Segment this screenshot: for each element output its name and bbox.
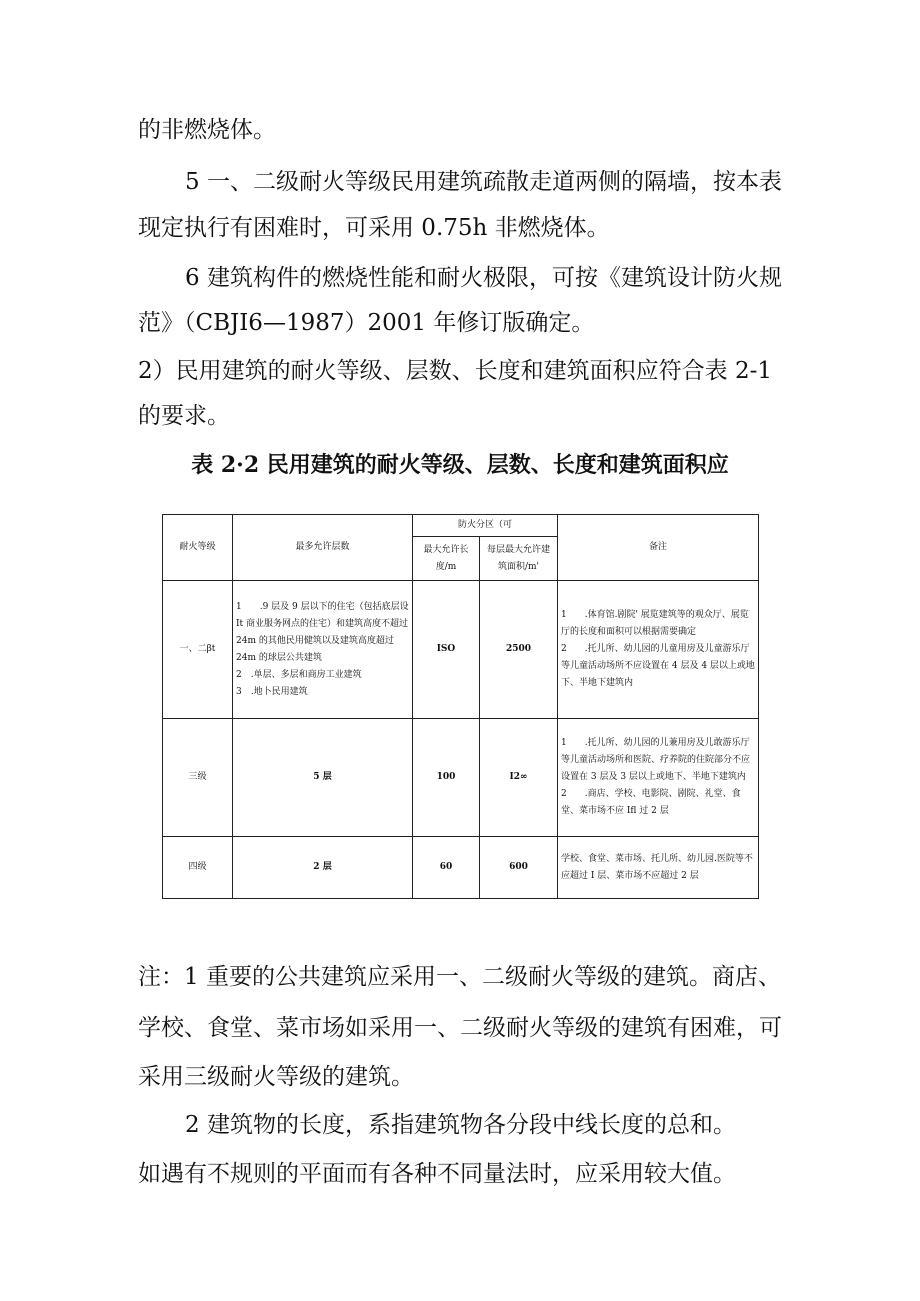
cell-floors: 2 层 [233, 837, 413, 899]
header-max-area: 每层最大允许建筑面积/m' [480, 537, 558, 581]
list-item: 2 .单层、多层和商房工业建筑 [236, 669, 362, 680]
header-max-length: 最大允许长度/m [413, 537, 480, 581]
header-zone: 防火分区（可 [413, 515, 558, 537]
table-row [163, 837, 759, 899]
table-row [163, 719, 759, 837]
list-item: 3 .地卜民用建筑 [236, 686, 308, 697]
paragraph-line: 现定执行有困难时，可采用 0.75h 非燃烧体。 [138, 215, 610, 241]
cell-remarks [558, 581, 759, 719]
cell-area: I2∞ [480, 719, 558, 837]
paragraph-line: 6 建筑构件的燃烧性能和耐火极限，可按《建筑设计防火规 [185, 265, 782, 291]
cell-length: 100 [413, 719, 480, 837]
list-item: 1 .托儿所、幼儿园的儿兼用房及儿敢游乐厅等儿童活动场所和医院、疗养院的住院部分不应设置在 3 层及 3 层以上或地下、半地下建筑内 [561, 738, 751, 782]
note-line: 学校、食堂、菜市场如采用一、二级耐火等级的建筑有困难，可 [138, 1015, 782, 1041]
list-item: 1 .体育馆.剧院' 展览建筑等的观众厅、展览厅的长度和面积可以根据需要确定 [561, 610, 749, 637]
cell-grade: 四级 [163, 837, 233, 899]
note-line: 如遇有不规则的平面而有各种不同量法时，应采用较大值。 [138, 1161, 736, 1187]
list-item: 1 .9 层及 9 层以下的住宅（包括底层设 It 商业服务网点的住宅）和建筑高度不超过 24m 的其他民用健筑以及建筑高度超过 24m 的球层公共建筑 [236, 601, 409, 663]
cell-length: ISO [413, 581, 480, 719]
paragraph-line: 2）民用建筑的耐火等级、层数、长度和建筑面积应符合表 2-1 [138, 358, 772, 384]
note-line: 2 建筑物的长度，系指建筑物各分段中线长度的总和。 [185, 1112, 736, 1138]
paragraph-line: 的非燃烧体。 [138, 117, 276, 143]
cell-area: 2500 [480, 581, 558, 719]
cell-grade: 三级 [163, 719, 233, 837]
cell-area: 600 [480, 837, 558, 899]
paragraph-line: 范》（CBJI6—1987）2001 年修订版确定。 [138, 310, 595, 336]
header-floors: 最多允许层数 [233, 515, 413, 581]
table-caption: 表 2·2 民用建筑的耐火等级、层数、长度和建筑面积应 [191, 452, 729, 478]
cell-floors [233, 581, 413, 719]
list-item: 2 .商店、学校、电影院、剧院、礼堂、食堂、菜市场不应 Ifl 过 2 层 [561, 789, 741, 816]
list-item: 学校、食堂、菜市场、托儿所、幼儿园.医院等不应超过 I 层、菜市场不应超过 2 层 [561, 853, 753, 881]
header-grade: 耐火等级 [163, 515, 233, 581]
list-item: 2 .托儿所、幼儿园的儿童用房及儿童游乐厅等儿童活动场所不应设置在 4 层及 4 层以上或地下、半地下建筑内 [561, 644, 755, 688]
cell-remarks [558, 837, 759, 899]
cell-grade: 一、二βt [163, 581, 233, 719]
note-line: 注：1 重要的公共建筑应采用一、二级耐火等级的建筑。商店、 [138, 964, 781, 990]
table-row [163, 581, 759, 719]
paragraph-line: 的要求。 [138, 403, 230, 429]
note-line: 采用三级耐火等级的建筑。 [138, 1064, 414, 1090]
paragraph-line: 5 一、二级耐火等级民用建筑疏散走道两侧的隔墙，按本表 [185, 169, 782, 195]
cell-remarks [558, 719, 759, 837]
cell-length: 60 [413, 837, 480, 899]
fire-rating-table [162, 514, 759, 899]
header-remarks: 备注 [558, 515, 759, 581]
cell-floors: 5 层 [233, 719, 413, 837]
